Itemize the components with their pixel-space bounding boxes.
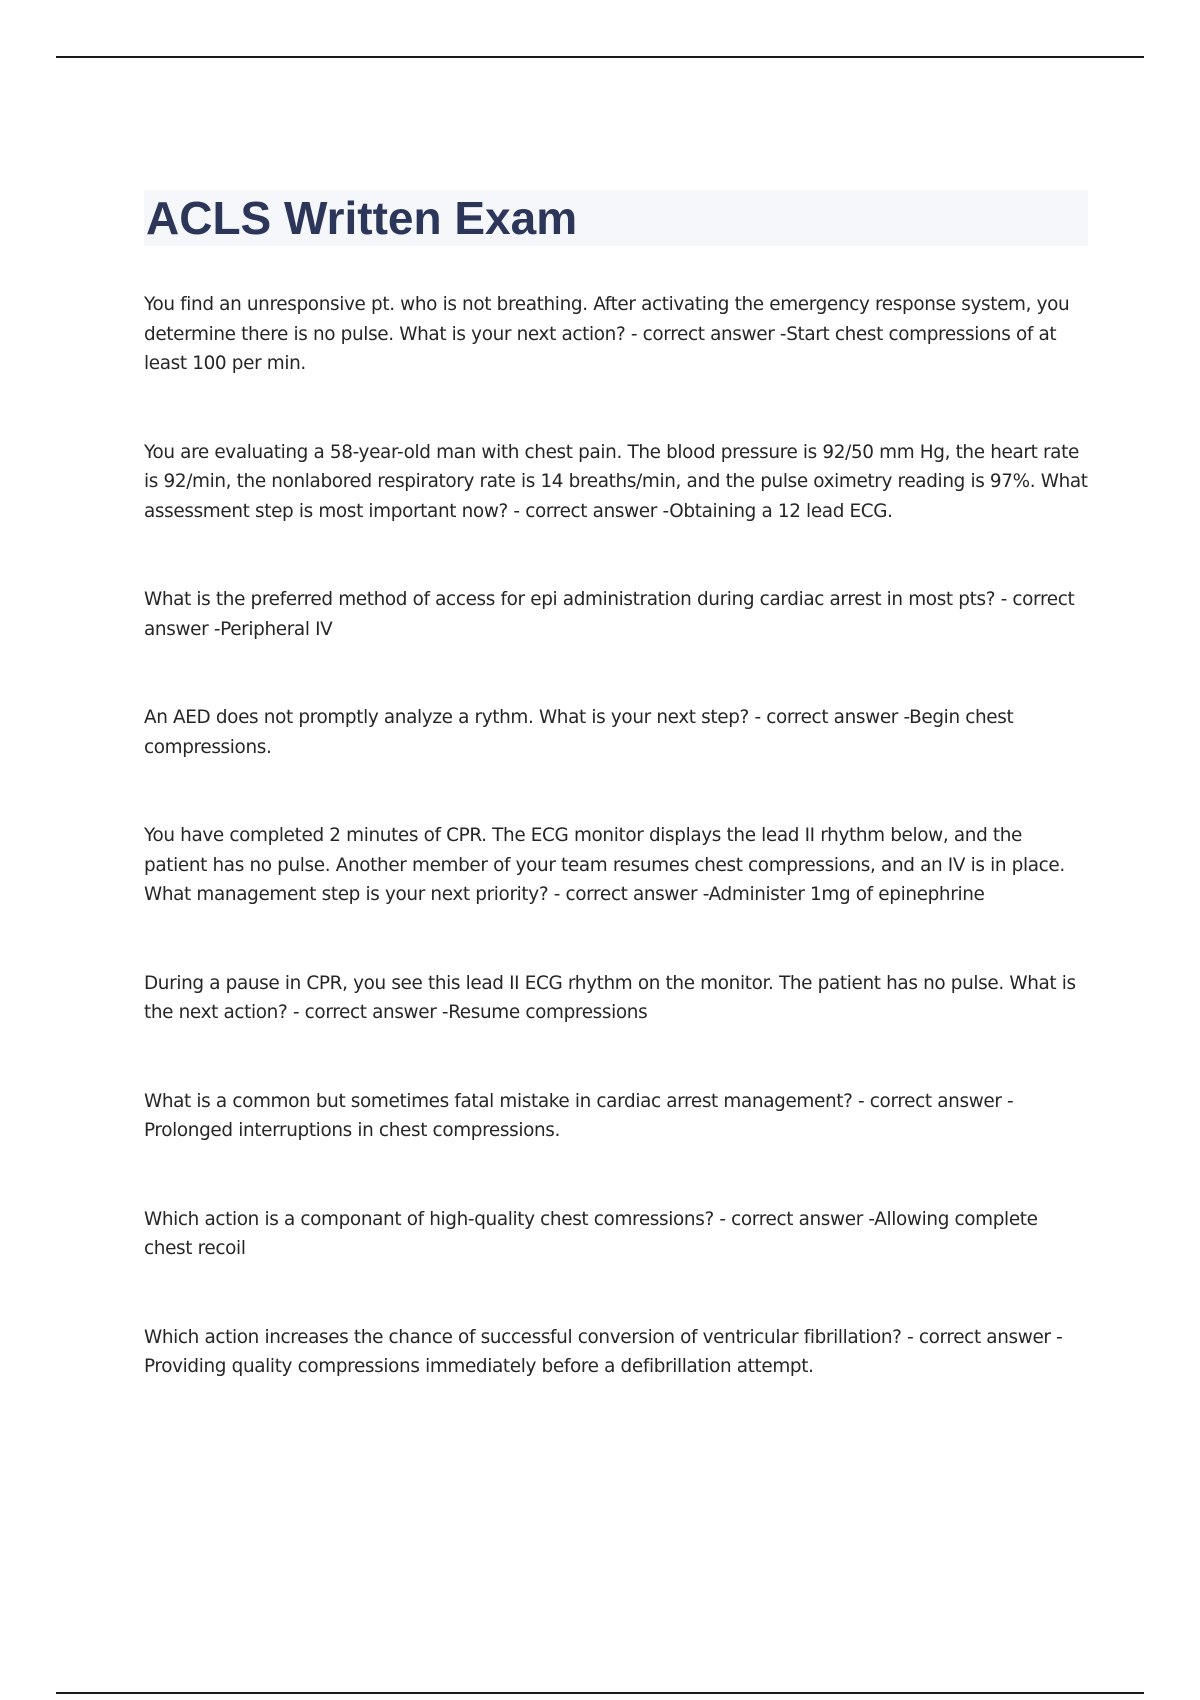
qa-item: You have completed 2 minutes of CPR. The ECG monitor displays the lead II rhythm below, and the patient has no pulse. Another member of your team resumes chest compressions, and an IV is in place. What management step is your next priority? - correct answer -Administer 1mg of epinephrine bbox=[144, 825, 1065, 905]
header-rule bbox=[56, 56, 1144, 58]
qa-item: You find an unresponsive pt. who is not breathing. After activating the emergency response system, you determine there is no pulse. What is your next action? - correct answer -Start chest compressions of at least 100 per min. bbox=[144, 294, 1070, 374]
qa-list bbox=[144, 290, 1088, 1441]
qa-item: Which action increases the chance of successful conversion of ventricular fibrillation? - correct answer - Providing quality compressions immediately before a defibrillation attempt. bbox=[144, 1326, 1063, 1377]
qa-item: During a pause in CPR, you see this lead II ECG rhythm on the monitor. The patient has no pulse. What is the next action? - correct answer -Resume compressions bbox=[144, 972, 1076, 1023]
qa-item: What is a common but sometimes fatal mistake in cardiac arrest management? - correct answer - Prolonged interruptions in chest compressions. bbox=[144, 1090, 1014, 1141]
title-block bbox=[144, 190, 1088, 246]
qa-item: What is the preferred method of access for epi administration during cardiac arrest in most pts? - correct answer -Peripheral IV bbox=[144, 589, 1075, 640]
qa-item: An AED does not promptly analyze a rythm. What is your next step? - correct answer -Begin chest compressions. bbox=[144, 707, 1014, 758]
qa-item: You are evaluating a 58-year-old man with chest pain. The blood pressure is 92/50 mm Hg, the heart rate is 92/min, the nonlabored respiratory rate is 14 breaths/min, and the pulse oximetry reading is 97%. What assessment step is most important now? - correct answer -Obtaining a 12 lead ECG. bbox=[144, 441, 1088, 522]
footer-rule bbox=[56, 1692, 1144, 1694]
document-title: ACLS Written Exam bbox=[146, 192, 578, 244]
qa-item: Which action is a componant of high-quality chest comressions? - correct answer -Allowing complete chest recoil bbox=[144, 1208, 1038, 1259]
